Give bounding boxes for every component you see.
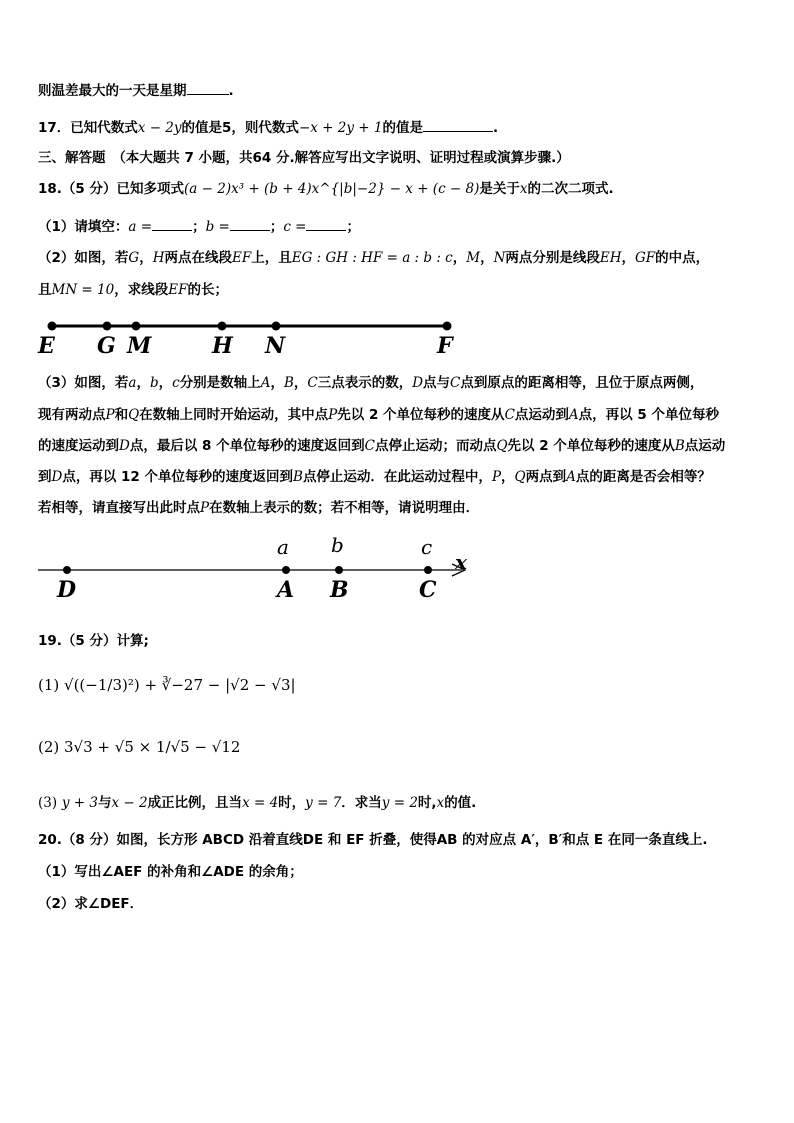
- question-18: 18.（5 分）已知多项式(a − 2)x³ + (b + 4)x^{|b|−2} − x + (c − 8)是关于x的二次二项式.: [38, 181, 614, 197]
- point-g: [103, 322, 112, 331]
- question-17: 17．已知代数式x − 2y的值是5，则代数式−x + 2y + 1的值是 .: [38, 117, 498, 138]
- point-m: [132, 322, 141, 331]
- question-18-part-3-l4: 到D点，再以 12 个单位每秒的速度返回到B点停止运动．在此运动过程中，P，Q两点到A点的距离是否会相等？: [38, 469, 711, 485]
- label-c-lower: c: [421, 535, 433, 559]
- question-18-part-2: （2）如图，若G，H两点在线段EF上，且EG : GH : HF = a : b : c，M，N两点分别是线段EH，GF的中点，: [38, 250, 710, 266]
- question-18-part-1: （1）请填空：a = ；b = ；c = ；: [38, 216, 360, 237]
- label-f: F: [437, 333, 453, 359]
- question-18-part-3: （3）如图，若a，b，c分别是数轴上A，B，C三点表示的数，D点与C点到原点的距离相等，且位于原点两侧，: [38, 375, 704, 391]
- label-b: B: [330, 577, 349, 603]
- point-a: [282, 566, 290, 574]
- label-g: G: [97, 333, 116, 359]
- point-n: [272, 322, 281, 331]
- question-20-part-2: （2）求∠DEF．: [38, 896, 144, 912]
- point-f: [443, 322, 452, 331]
- question-18-part-3-l3: 的速度运动到D点，最后以 8 个单位每秒的速度返回到C点停止运动；而动点Q先以 2 个单位每秒的速度从B点运动: [38, 438, 726, 454]
- label-n: N: [265, 333, 286, 359]
- label-a: A: [277, 577, 295, 603]
- question-20: 20.（8 分）如图，长方形 ABCD 沿着直线DE 和 EF 折叠，使得AB 的对应点 A′，B′和点 E 在同一条直线上.: [38, 832, 708, 848]
- label-c: C: [419, 577, 437, 603]
- label-a-lower: a: [277, 535, 289, 559]
- label-d: D: [57, 577, 77, 603]
- point-d: [63, 566, 71, 574]
- question-18-part-3-l2: 现有两动点P和Q在数轴上同时开始运动，其中点P先以 2 个单位每秒的速度从C点运动到A点，再以 5 个单位每秒: [38, 407, 719, 423]
- point-c: [424, 566, 432, 574]
- label-e: E: [38, 333, 55, 359]
- q19-part-3: (3) y + 3与x − 2成正比例，且当x = 4时，y = 7．求当y = 2时,x的值.: [38, 795, 477, 811]
- question-18-part-3-l5: 若相等，请直接写出此时点P在数轴上表示的数；若不相等，请说明理由．: [38, 500, 480, 516]
- point-b: [335, 566, 343, 574]
- question-19: 19.（5 分）计算;: [38, 633, 149, 649]
- question-18-part-2-cont: 且MN = 10，求线段EF的长；: [38, 282, 228, 298]
- q16-tail: 则温差最大的一天是星期 .: [38, 80, 234, 101]
- q19-expression-2: (2) 3√3 + √5 × 1/√5 − √12: [38, 738, 241, 756]
- point-h: [218, 322, 227, 331]
- label-b-lower: b: [331, 533, 344, 557]
- q19-expression-1: (1) √((−1/3)²) + ∛−27 − |√2 − √3|: [38, 676, 296, 694]
- question-20-part-1: （1）写出∠AEF 的补角和∠ADE 的余角；: [38, 864, 303, 880]
- section-3-heading: 三、解答题 （本大题共 7 小题，共64 分.解答应写出文字说明、证明过程或演算步骤.）: [38, 150, 570, 166]
- label-x-axis: x: [455, 550, 467, 574]
- point-e: [48, 322, 57, 331]
- label-h: H: [212, 333, 233, 359]
- label-m: M: [127, 333, 152, 359]
